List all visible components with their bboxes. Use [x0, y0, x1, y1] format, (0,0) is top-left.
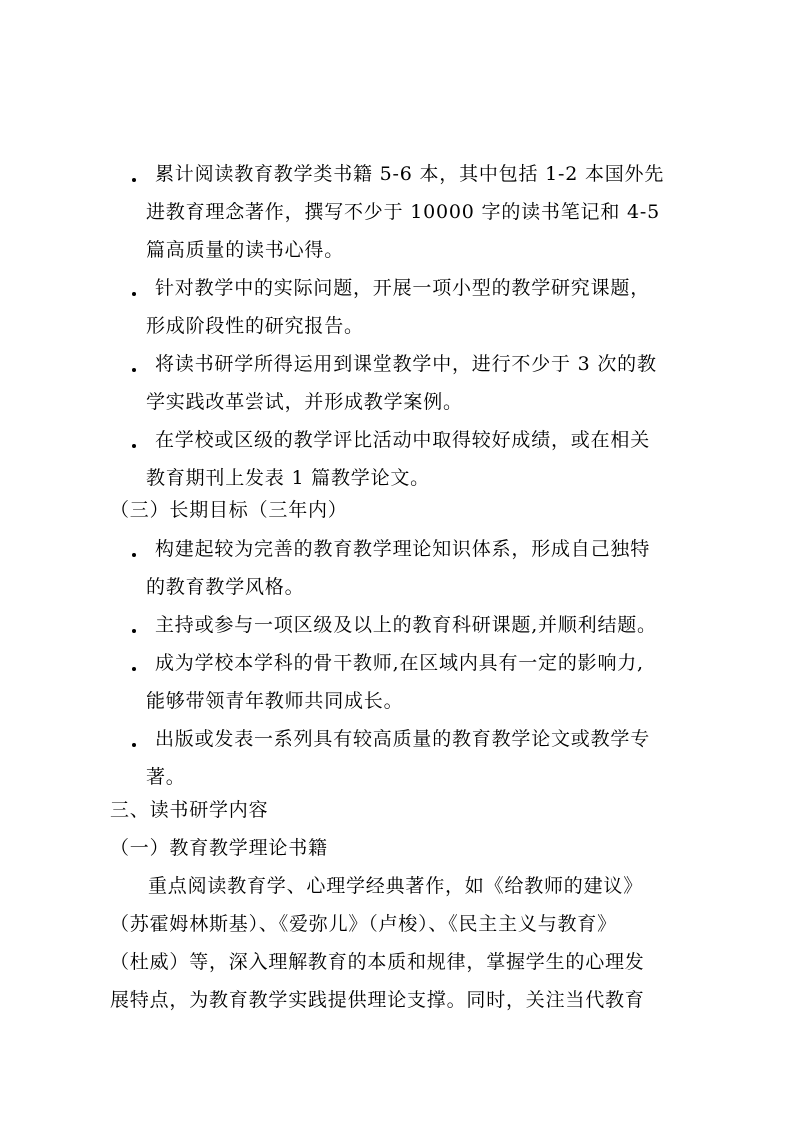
list-item-line: 主持或参与一项区级及以上的教育科研课题,并顺利结题。	[155, 614, 657, 636]
bullet-icon	[132, 629, 136, 633]
subsection-heading: （一）教育教学理论书籍	[110, 837, 328, 859]
bullet-icon	[132, 553, 136, 557]
list-item-line: 针对教学中的实际问题，开展一项小型的教学研究课题，	[155, 277, 651, 299]
list-item-line: 进教育理念著作，撰写不少于 10000 字的读书笔记和 4-5	[146, 201, 660, 223]
bullet-icon	[132, 178, 136, 182]
bullet-icon	[132, 444, 136, 448]
list-item-line: 的教育教学风格。	[146, 576, 305, 598]
paragraph-line: 重点阅读教育学、心理学经典著作，如《给教师的建议》	[148, 875, 644, 897]
list-item-line: 著。	[146, 766, 186, 788]
section-heading: 三、读书研学内容	[110, 799, 269, 821]
list-item-line: 成为学校本学科的骨干教师,在区域内具有一定的影响力,	[155, 652, 644, 674]
long-term-goals-heading: （三）长期目标（三年内）	[110, 499, 348, 521]
list-item-line: 能够带领青年教师共同成长。	[146, 690, 404, 712]
paragraph-line: 展特点，为教育教学实践提供理论支撑。同时，关注当代教育	[110, 989, 645, 1011]
list-item-line: 累计阅读教育教学类书籍 5-6 本，其中包括 1-2 本国外先	[155, 163, 665, 185]
list-item-line: 在学校或区级的教学评比活动中取得较好成绩，或在相关	[155, 429, 651, 451]
list-item-line: 形成阶段性的研究报告。	[146, 315, 364, 337]
list-item-line: 出版或发表一系列具有较高质量的教育教学论文或教学专	[155, 728, 651, 750]
list-item-line: 教育期刊上发表 1 篇教学论文。	[146, 467, 430, 489]
bullet-icon	[132, 368, 136, 372]
paragraph-line: （苏霍姆林斯基）、《爱弥儿》（卢梭）、《民主主义与教育》	[110, 913, 617, 935]
list-item-line: 篇高质量的读书心得。	[146, 239, 345, 261]
bullet-icon	[132, 667, 136, 671]
bullet-icon	[132, 292, 136, 296]
paragraph-line: （杜威）等，深入理解教育的本质和规律，掌握学生的心理发	[110, 951, 645, 973]
bullet-icon	[132, 743, 136, 747]
list-item-line: 学实践改革尝试，并形成教学案例。	[146, 391, 463, 413]
list-item-line: 构建起较为完善的教育教学理论知识体系，形成自己独特	[155, 538, 651, 560]
list-item-line: 将读书研学所得运用到课堂教学中，进行不少于 3 次的教	[155, 353, 657, 375]
